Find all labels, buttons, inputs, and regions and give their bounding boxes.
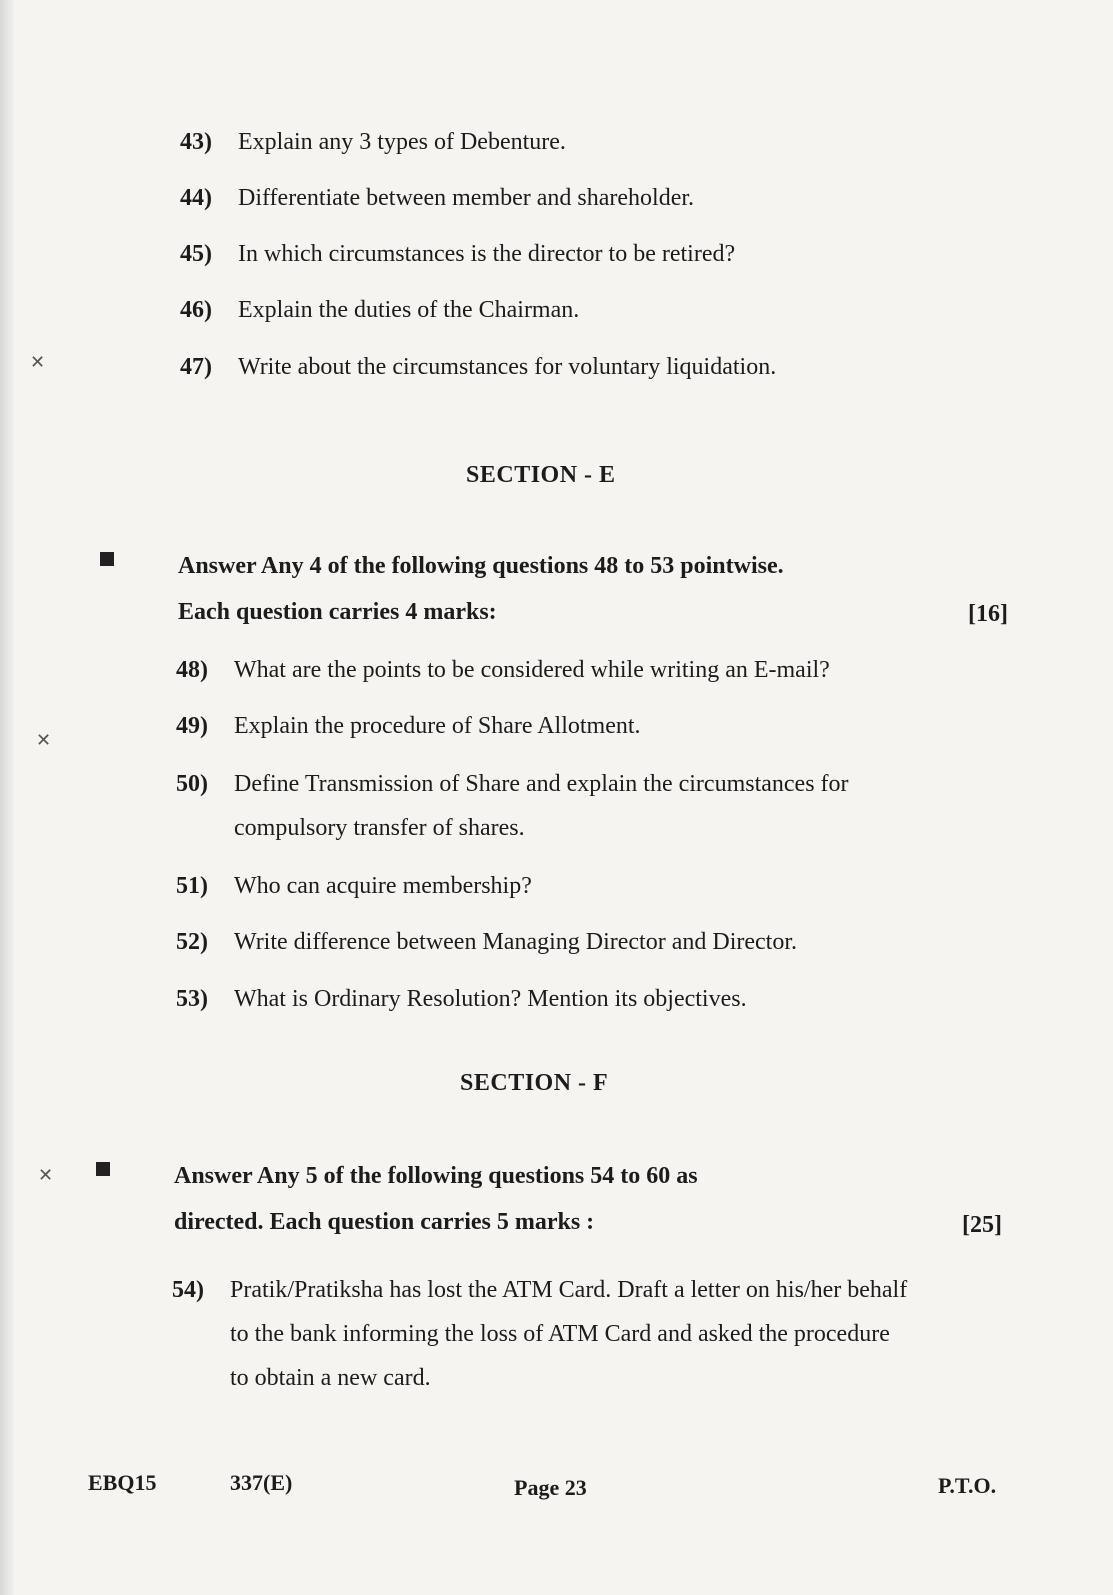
section-f-instruction-line2: directed. Each question carries 5 marks :	[174, 1209, 595, 1235]
question-43: 43) Explain any 3 types of Debenture.	[180, 129, 566, 155]
question-45: 45) In which circumstances is the director to be retired?	[180, 241, 736, 267]
question-46: 46) Explain the duties of the Chairman.	[180, 297, 580, 323]
question-47: 47) Write about the circumstances for voluntary liquidation.	[180, 354, 777, 380]
question-51: 51) Who can acquire membership?	[176, 873, 532, 899]
footer-pto: P.T.O.	[938, 1473, 997, 1498]
staple-mark-icon: ✕	[30, 352, 46, 372]
question-48: 48) What are the points to be considered while writing an E-mail?	[176, 657, 830, 683]
section-f-heading: SECTION - F	[460, 1070, 609, 1096]
question-49: 49) Explain the procedure of Share Allotment.	[176, 713, 641, 739]
section-e-marks: [16]	[968, 601, 1008, 627]
question-53: 53) What is Ordinary Resolution? Mention its objectives.	[176, 986, 747, 1012]
section-e-instruction-line1: Answer Any 4 of the following questions 48 to 53 pointwise.	[178, 553, 784, 579]
section-f-instruction-line1: Answer Any 5 of the following questions 54 to 60 as	[174, 1163, 698, 1189]
bullet-square-icon	[100, 552, 114, 566]
bullet-square-icon	[96, 1162, 110, 1176]
footer-page-number: Page 23	[514, 1475, 587, 1500]
page-edge-shadow	[0, 0, 14, 1595]
question-54: 54) Pratik/Pratiksha has lost the ATM Card. Draft a letter on his/her behalf to the bank informing the loss of ATM Card and asked the procedure to obtain a new card.	[172, 1277, 908, 1391]
question-52: 52) Write difference between Managing Director and Director.	[176, 929, 798, 955]
section-e-heading: SECTION - E	[466, 462, 616, 488]
section-f-marks: [25]	[962, 1212, 1002, 1238]
section-e-instruction-line2: Each question carries 4 marks:	[178, 599, 497, 625]
staple-mark-icon: ✕	[36, 730, 52, 750]
question-50: 50) Define Transmission of Share and explain the circumstances for compulsory transfer of shares.	[176, 771, 849, 841]
footer-code: EBQ15	[88, 1470, 157, 1495]
footer-paper-code: 337(E)	[230, 1470, 293, 1495]
question-44: 44) Differentiate between member and shareholder.	[180, 185, 695, 211]
staple-mark-icon: ✕	[38, 1165, 54, 1185]
